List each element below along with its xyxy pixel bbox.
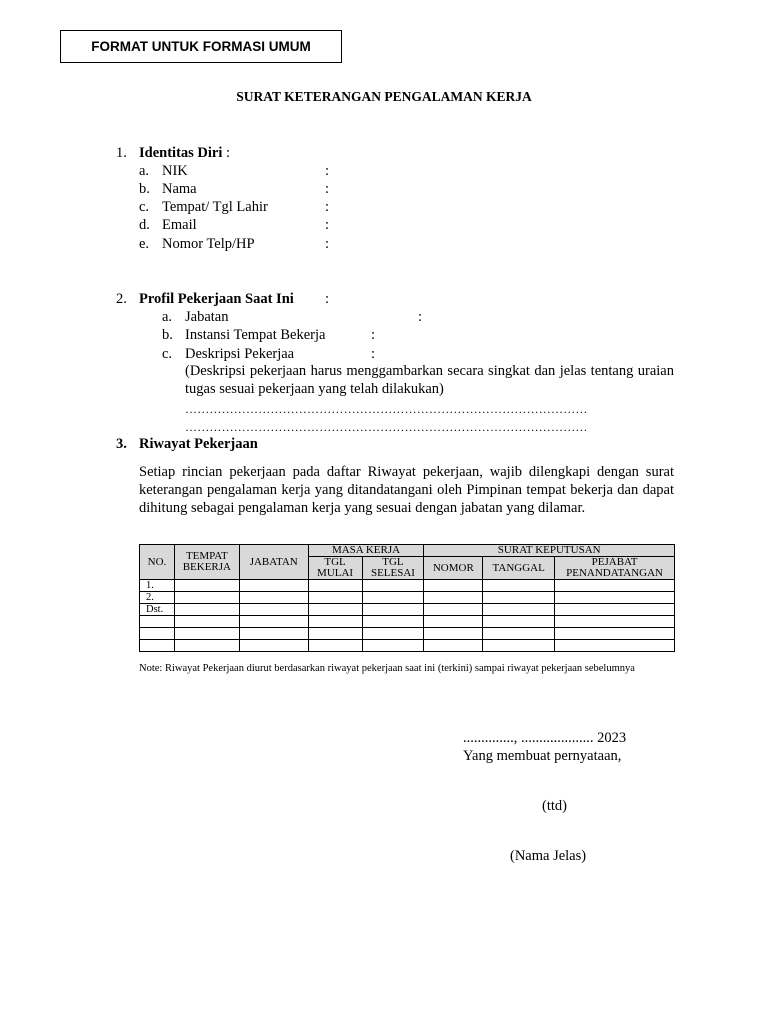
table-row [140,604,675,616]
table-cell [555,616,675,628]
date-line: .............., .................... 2023 [463,730,627,746]
signature-placeholder: (ttd) [542,798,567,814]
section2-item-colon: : [371,346,376,362]
table-row [140,592,675,604]
col-header-tgl-selesai: TGL SELESAI [362,557,424,580]
col-header-no: NO. [140,545,175,580]
section1-item-letter: b. [139,181,150,197]
table-cell [362,628,424,640]
section3-number: 3. [116,436,127,452]
table-cell [483,592,555,604]
section2-item-colon: : [418,309,423,325]
col-header-masa-kerja: MASA KERJA [308,545,424,557]
document-title: SURAT KETERANGAN PENGALAMAN KERJA [236,89,532,104]
table-cell [362,604,424,616]
section1-item-colon: : [325,217,330,233]
dotted-line: ……………………………………………………………………………………… [185,420,588,434]
table-cell [308,628,362,640]
section2-item-label: Instansi Tempat Bekerja [185,327,326,343]
table-cell [174,604,239,616]
section1-item-colon: : [325,199,330,215]
section1-heading-wrap [139,144,230,162]
col-header-tanggal: TANGGAL [483,557,555,580]
table-cell [174,616,239,628]
table-cell [239,580,308,592]
section2-item-colon: : [371,327,376,343]
statement-line: Yang membuat pernyataan, [463,748,622,764]
table-cell [362,580,424,592]
section1-item-label: Nomor Telp/HP [162,236,255,252]
table-cell [555,628,675,640]
section1-heading: Identitas Diri [139,145,223,161]
section1-item-colon: : [325,163,330,179]
section1-item-colon: : [325,181,330,197]
table-cell [308,592,362,604]
section1-item-label: NIK [162,163,188,179]
section2-item-letter: b. [162,327,173,343]
table-cell [555,640,675,652]
table-cell [174,580,239,592]
table-cell [483,640,555,652]
section2-item-label: Jabatan [185,309,229,325]
section1-item-label: Email [162,217,197,233]
col-header-tempat-bekerja: TEMPAT BEKERJA [174,545,239,580]
table-cell [555,592,675,604]
section2-number: 2. [116,291,127,307]
table-cell [424,616,483,628]
section3-heading: Riwayat Pekerjaan [139,436,258,452]
table-cell [362,616,424,628]
table-cell [362,640,424,652]
section1-item-letter: a. [139,163,150,179]
table-cell [483,616,555,628]
table-cell [424,580,483,592]
col-header-jabatan: JABATAN [239,545,308,580]
section1-heading-suffix: : [222,145,231,161]
section1-number: 1. [116,145,127,161]
table-cell [308,640,362,652]
section2-heading-colon: : [325,291,330,307]
table-cell [483,580,555,592]
table-cell [424,640,483,652]
col-header-nomor: NOMOR [424,557,483,580]
section2-heading: Profil Pekerjaan Saat Ini [139,291,294,307]
format-label: FORMAT UNTUK FORMASI UMUM [60,30,342,63]
table-cell [174,640,239,652]
section1-item-label: Nama [162,181,197,197]
section1-item-letter: d. [139,217,150,233]
row-number: 2. [140,592,175,604]
dotted-line: ……………………………………………………………………………………… [185,402,588,416]
table-cell [424,604,483,616]
table-cell [308,616,362,628]
section1-item-colon: : [325,236,330,252]
row-number: Dst. [140,604,175,616]
table-cell [174,628,239,640]
table-cell [174,592,239,604]
section1-item-label: Tempat/ Tgl Lahir [162,199,268,215]
table-cell [239,604,308,616]
section2-item-letter: a. [162,309,173,325]
table-note: Note: Riwayat Pekerjaan diurut berdasarkan riwayat pekerjaan saat ini (terkini) sampai riwayat pekerjaan sebelumnya [139,663,635,674]
row-number [140,616,175,628]
table-cell [555,604,675,616]
table-cell [239,628,308,640]
table-cell [424,628,483,640]
col-header-pejabat: PEJABAT PENANDATANGAN [555,557,675,580]
table-cell [483,604,555,616]
col-header-surat-keputusan: SURAT KEPUTUSAN [424,545,675,557]
table-row [140,616,675,628]
signer-name: (Nama Jelas) [510,848,587,864]
table-cell [239,616,308,628]
table-cell [483,628,555,640]
job-description-hint: (Deskripsi pekerjaan harus menggambarkan secara singkat dan jelas tentang uraian tugas sesuai pekerjaan yang telah dilakukan) [185,363,674,397]
table-row [140,640,675,652]
table-cell [555,580,675,592]
table-cell [424,592,483,604]
row-number [140,640,175,652]
table-cell [308,604,362,616]
section2-item-letter: c. [162,346,173,362]
table-row [140,580,675,592]
work-history-table [139,544,675,652]
col-header-tgl-mulai: TGL MULAI [308,557,362,580]
section2-item-label: Deskripsi Pekerjaa [185,346,295,362]
table-cell [239,592,308,604]
section1-item-letter: e. [139,236,150,252]
table-cell [362,592,424,604]
row-number [140,628,175,640]
row-number: 1. [140,580,175,592]
table-cell [239,640,308,652]
section1-item-letter: c. [139,199,150,215]
section3-paragraph: Setiap rincian pekerjaan pada daftar Riwayat pekerjaan, wajib dilengkapi dengan surat keterangan pengalaman kerja yang ditandatangani oleh Pimpinan tempat bekerja dan dapat dihitung sebagai pengalaman kerja yang sesuai dengan jabatan yang dilamar. [139,464,674,516]
table-row [140,628,675,640]
table-cell [308,580,362,592]
